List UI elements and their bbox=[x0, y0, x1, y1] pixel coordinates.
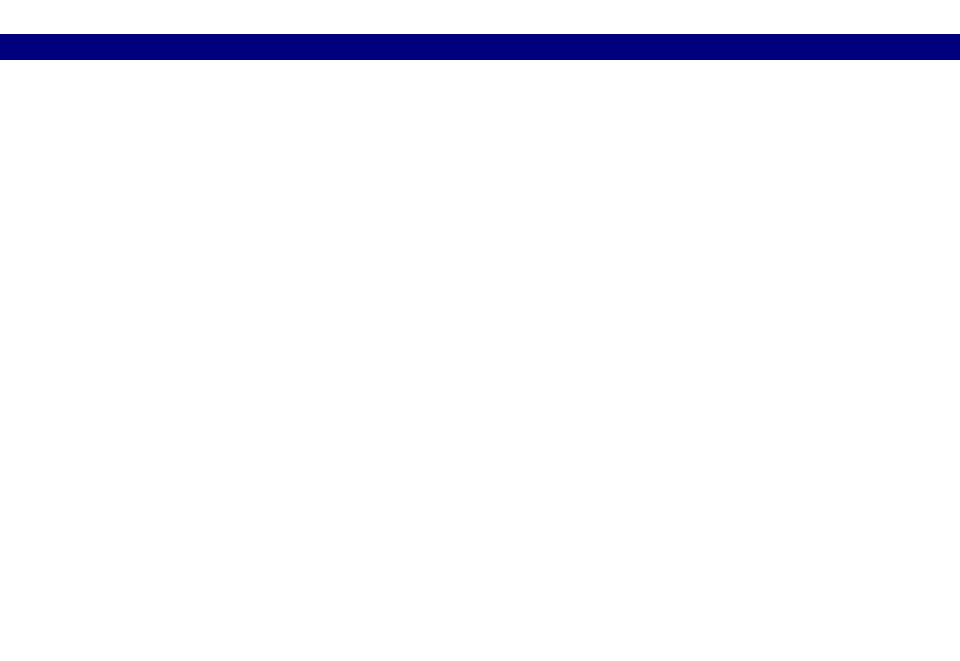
table-header bbox=[0, 34, 960, 60]
page-title bbox=[0, 0, 960, 24]
